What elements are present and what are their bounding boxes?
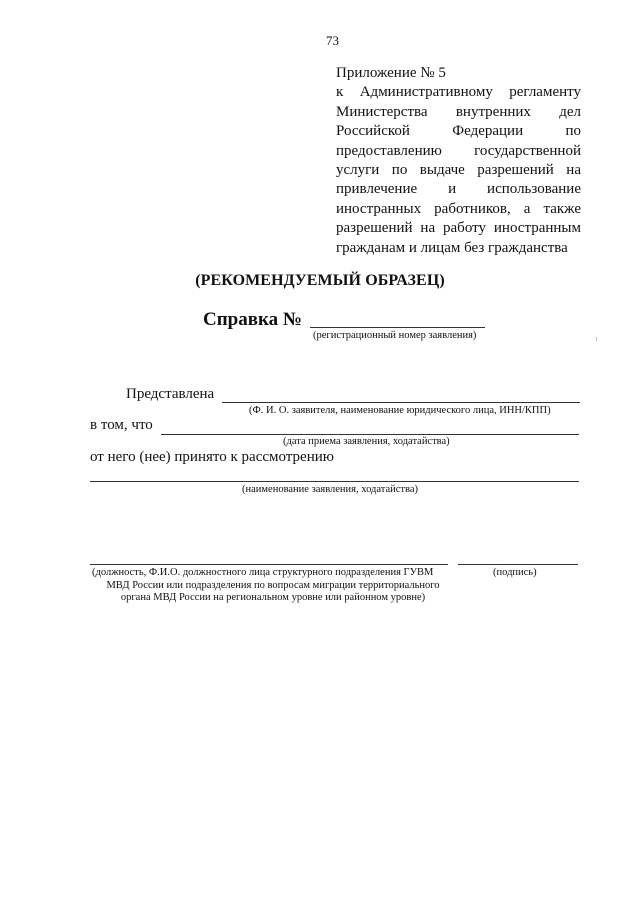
- official-caption-line: МВД России или подразделения по вопросам миграции территориального: [106, 579, 440, 591]
- appendix-line: иностранных работников, а также: [336, 200, 581, 217]
- accepted-caption: (наименование заявления, ходатайства): [242, 484, 418, 495]
- appendix-line: к Административному регламенту: [336, 84, 581, 101]
- certificate-number-caption: (регистрационный номер заявления): [313, 330, 477, 341]
- appendix-line: привлечение и использование: [336, 181, 581, 198]
- page-number: 73: [326, 33, 339, 48]
- sample-heading: (РЕКОМЕНДУЕМЫЙ ОБРАЗЕЦ): [195, 272, 445, 289]
- appendix-line: Министерства внутренних дел: [336, 103, 581, 120]
- scan-mark: [596, 337, 597, 341]
- presented-label: Представлена: [126, 386, 215, 402]
- official-caption-line: органа МВД России на региональном уровне или районном уровне): [120, 592, 426, 603]
- appendix-line: разрешений на работу иностранным: [336, 220, 581, 237]
- certificate-title: Справка №: [203, 309, 302, 330]
- appendix-line: Приложение № 5: [336, 65, 446, 81]
- certificate-number-line: [310, 327, 485, 328]
- appendix-block: [336, 64, 581, 258]
- appendix-line: предоставлению государственной: [336, 142, 581, 159]
- presented-caption: (Ф. И. О. заявителя, наименование юридического лица, ИНН/КПП): [249, 405, 551, 416]
- signature-caption: (подпись): [493, 567, 537, 578]
- accepted-label: от него (нее) принято к рассмотрению: [90, 449, 334, 465]
- official-caption: [92, 567, 454, 605]
- presented-line: [222, 402, 580, 403]
- signature-line: [458, 564, 578, 565]
- that-line: [161, 434, 579, 435]
- official-caption-line: (должность, Ф.И.О. должностного лица структурного подразделения ГУВМ: [92, 567, 434, 578]
- appendix-line: услуги по выдаче разрешений на: [336, 162, 581, 179]
- that-label: в том, что: [90, 417, 153, 433]
- that-caption: (дата приема заявления, ходатайства): [283, 436, 450, 447]
- appendix-line: Российской Федерации по: [336, 123, 581, 140]
- appendix-line: гражданам и лицам без гражданства: [336, 239, 568, 256]
- official-line: [90, 564, 448, 565]
- accepted-line: [90, 481, 579, 482]
